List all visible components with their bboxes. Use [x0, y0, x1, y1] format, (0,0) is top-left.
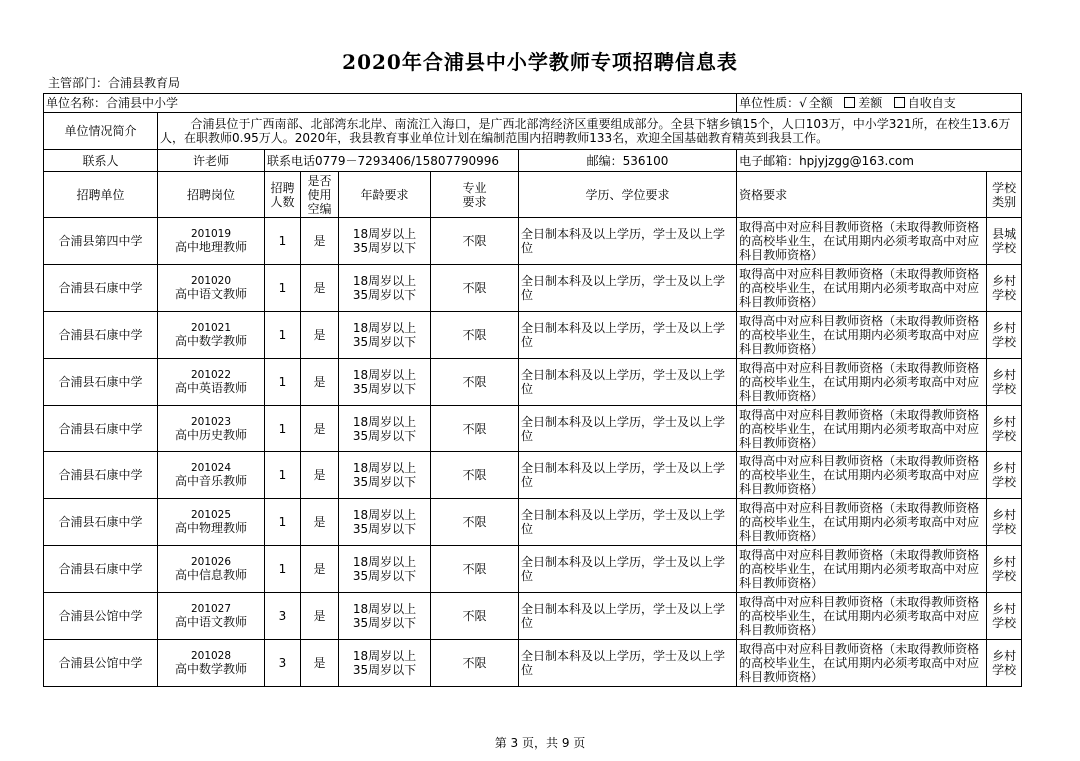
contact-row: [44, 150, 1022, 172]
row-count: 1: [265, 499, 301, 546]
row-post-code: 201026: [190, 556, 232, 569]
row-count: 1: [265, 264, 301, 311]
row-age-min: 18周岁以上: [352, 367, 417, 382]
row-edu: 全日制本科及以上学历，学士及以上学位: [519, 358, 737, 405]
row-age: [339, 218, 431, 265]
row-quota: 是: [301, 593, 339, 640]
checkbox-icon: [894, 97, 905, 108]
unit-nature: [737, 94, 1022, 113]
row-quota: 是: [301, 452, 339, 499]
row-age-min: 18周岁以上: [352, 602, 417, 617]
unit-nature-opt3: 自收自支: [907, 96, 956, 110]
row-post-code: 201025: [190, 509, 232, 522]
row-age-max: 35周岁以下: [352, 428, 417, 443]
row-edu: 全日制本科及以上学历，学士及以上学位: [519, 499, 737, 546]
row-unit: 合浦县石康中学: [44, 405, 158, 452]
row-qual: 取得高中对应科目教师资格（未取得教师资格的高校毕业生，在试用期内必须考取高中对应科目教师资格）: [737, 640, 987, 687]
row-age-min: 18周岁以上: [352, 226, 417, 241]
row-major: 不限: [431, 546, 519, 593]
table-row: [44, 358, 1022, 405]
row-qual: 取得高中对应科目教师资格（未取得教师资格的高校毕业生，在试用期内必须考取高中对应科目教师资格）: [737, 405, 987, 452]
row-school-type: 乡村学校: [987, 311, 1022, 358]
row-post-title: 高中地理教师: [174, 239, 247, 254]
row-count: 1: [265, 452, 301, 499]
intro-text-content: 合浦县位于广西南部、北部湾东北岸、南流江入海口，是广西北部湾经济区重要组成部分。全县下辖乡镇15个，人口103万，中小学321所，在校生13.6万人，在职教师0.95万人。2020年，我县教育事业单位计划在编制范围内招聘教师133名，欢迎全国基础教育精英到我县工作。: [160, 117, 1011, 145]
row-major: 不限: [431, 499, 519, 546]
table-row: [44, 218, 1022, 265]
row-post: [158, 546, 265, 593]
row-age: [339, 452, 431, 499]
department-line: 主管部门：合浦县教育局: [48, 76, 181, 90]
row-age-min: 18周岁以上: [352, 555, 417, 570]
row-unit: 合浦县石康中学: [44, 499, 158, 546]
row-count: 1: [265, 218, 301, 265]
unit-name: 单位名称：合浦县中小学: [44, 94, 737, 113]
contact-email: 电子邮箱：hpjyjzgg@163.com: [737, 150, 1022, 172]
header-quota: 是否使用空编: [301, 172, 339, 218]
row-school-type: 乡村学校: [987, 499, 1022, 546]
row-quota: 是: [301, 546, 339, 593]
row-post-code: 201020: [190, 274, 232, 287]
row-unit: 合浦县第四中学: [44, 218, 158, 265]
row-school-type: 乡村学校: [987, 358, 1022, 405]
row-post: [158, 311, 265, 358]
row-major: 不限: [431, 358, 519, 405]
header-major: 专业要求: [431, 172, 519, 218]
row-post: [158, 640, 265, 687]
row-qual: 取得高中对应科目教师资格（未取得教师资格的高校毕业生，在试用期内必须考取高中对应科目教师资格）: [737, 546, 987, 593]
row-age-max: 35周岁以下: [352, 569, 417, 584]
table-row: [44, 264, 1022, 311]
page-title: 2020年合浦县中小学教师专项招聘信息表: [342, 50, 738, 74]
row-post-title: 高中音乐教师: [174, 474, 247, 489]
intro-row: [44, 113, 1022, 150]
row-unit: 合浦县公馆中学: [44, 640, 158, 687]
row-edu: 全日制本科及以上学历，学士及以上学位: [519, 218, 737, 265]
table-row: [44, 452, 1022, 499]
row-age: [339, 264, 431, 311]
row-count: 1: [265, 405, 301, 452]
row-qual: 取得高中对应科目教师资格（未取得教师资格的高校毕业生，在试用期内必须考取高中对应科目教师资格）: [737, 452, 987, 499]
header-school-type: 学校类别: [987, 172, 1022, 218]
row-age-max: 35周岁以下: [352, 287, 417, 302]
row-qual: 取得高中对应科目教师资格（未取得教师资格的高校毕业生，在试用期内必须考取高中对应科目教师资格）: [737, 311, 987, 358]
row-unit: 合浦县石康中学: [44, 311, 158, 358]
row-count: 1: [265, 311, 301, 358]
contact-postcode: 邮编：536100: [519, 150, 737, 172]
contact-label: 联系人: [44, 150, 158, 172]
row-post-title: 高中数学教师: [174, 661, 247, 676]
row-quota: 是: [301, 405, 339, 452]
row-edu: 全日制本科及以上学历，学士及以上学位: [519, 546, 737, 593]
row-edu: 全日制本科及以上学历，学士及以上学位: [519, 452, 737, 499]
row-school-type: 乡村学校: [987, 593, 1022, 640]
row-post-code: 201021: [190, 321, 232, 334]
row-post-code: 201019: [190, 227, 232, 240]
row-major: 不限: [431, 218, 519, 265]
unit-name-row: [44, 94, 1022, 113]
row-post-code: 201022: [190, 368, 232, 381]
recruitment-table: [43, 93, 1022, 687]
row-post: [158, 593, 265, 640]
row-post-title: 高中历史教师: [174, 427, 247, 442]
row-age: [339, 311, 431, 358]
checkbox-icon: [844, 97, 855, 108]
row-age-max: 35周岁以下: [352, 334, 417, 349]
row-count: 1: [265, 546, 301, 593]
row-quota: 是: [301, 358, 339, 405]
row-major: 不限: [431, 264, 519, 311]
row-school-type: 县城学校: [987, 218, 1022, 265]
row-major: 不限: [431, 311, 519, 358]
row-age-max: 35周岁以下: [352, 475, 417, 490]
row-post-title: 高中信息教师: [174, 568, 247, 583]
header-qual: 资格要求: [737, 172, 987, 218]
row-age-max: 35周岁以下: [352, 381, 417, 396]
row-quota: 是: [301, 640, 339, 687]
row-unit: 合浦县石康中学: [44, 452, 158, 499]
check-mark-icon: √: [799, 96, 807, 110]
row-quota: 是: [301, 264, 339, 311]
header-count: 招聘人数: [265, 172, 301, 218]
row-post-title: 高中英语教师: [174, 380, 247, 395]
row-qual: 取得高中对应科目教师资格（未取得教师资格的高校毕业生，在试用期内必须考取高中对应科目教师资格）: [737, 218, 987, 265]
row-age-min: 18周岁以上: [352, 414, 417, 429]
row-count: 3: [265, 640, 301, 687]
row-post-code: 201027: [190, 603, 232, 616]
row-age-max: 35周岁以下: [352, 522, 417, 537]
row-post: [158, 405, 265, 452]
header-edu: 学历、学位要求: [519, 172, 737, 218]
row-school-type: 乡村学校: [987, 640, 1022, 687]
page-footer: 第 3 页，共 9 页: [494, 736, 586, 750]
row-age-min: 18周岁以上: [352, 508, 417, 523]
row-age-min: 18周岁以上: [352, 273, 417, 288]
unit-nature-opt1: 全额: [808, 96, 833, 110]
row-count: 3: [265, 593, 301, 640]
contact-phone: 联系电话0779－7293406/15807790996: [265, 150, 519, 172]
unit-nature-opt2: 差额: [858, 96, 883, 110]
row-qual: 取得高中对应科目教师资格（未取得教师资格的高校毕业生，在试用期内必须考取高中对应科目教师资格）: [737, 593, 987, 640]
contact-name: 许老师: [158, 150, 265, 172]
row-age: [339, 405, 431, 452]
row-edu: 全日制本科及以上学历，学士及以上学位: [519, 264, 737, 311]
row-post-code: 201023: [190, 415, 232, 428]
row-school-type: 乡村学校: [987, 405, 1022, 452]
row-post-title: 高中语文教师: [174, 286, 247, 301]
row-post-title: 高中物理教师: [174, 521, 247, 536]
row-major: 不限: [431, 640, 519, 687]
row-quota: 是: [301, 499, 339, 546]
row-school-type: 乡村学校: [987, 264, 1022, 311]
row-edu: 全日制本科及以上学历，学士及以上学位: [519, 640, 737, 687]
row-edu: 全日制本科及以上学历，学士及以上学位: [519, 593, 737, 640]
row-edu: 全日制本科及以上学历，学士及以上学位: [519, 405, 737, 452]
row-qual: 取得高中对应科目教师资格（未取得教师资格的高校毕业生，在试用期内必须考取高中对应科目教师资格）: [737, 264, 987, 311]
row-major: 不限: [431, 405, 519, 452]
row-school-type: 乡村学校: [987, 546, 1022, 593]
row-post: [158, 499, 265, 546]
row-age-max: 35周岁以下: [352, 662, 417, 677]
row-unit: 合浦县石康中学: [44, 546, 158, 593]
header-row: [44, 172, 1022, 218]
row-age-max: 35周岁以下: [352, 616, 417, 631]
row-count: 1: [265, 358, 301, 405]
row-age: [339, 499, 431, 546]
row-post-title: 高中数学教师: [174, 333, 247, 348]
row-post-code: 201024: [190, 462, 232, 475]
table-row: [44, 546, 1022, 593]
row-age: [339, 593, 431, 640]
row-major: 不限: [431, 452, 519, 499]
row-quota: 是: [301, 311, 339, 358]
intro-text: [158, 113, 1022, 150]
table-row: [44, 311, 1022, 358]
row-age: [339, 358, 431, 405]
row-unit: 合浦县石康中学: [44, 358, 158, 405]
table-row: [44, 405, 1022, 452]
row-post: [158, 218, 265, 265]
row-post-title: 高中语文教师: [174, 615, 247, 630]
intro-label: 单位情况简介: [44, 113, 158, 150]
row-age-min: 18周岁以上: [352, 648, 417, 663]
row-post: [158, 358, 265, 405]
table-row: [44, 593, 1022, 640]
row-post: [158, 452, 265, 499]
row-age: [339, 640, 431, 687]
row-age-max: 35周岁以下: [352, 240, 417, 255]
row-unit: 合浦县公馆中学: [44, 593, 158, 640]
row-post: [158, 264, 265, 311]
row-age-min: 18周岁以上: [352, 320, 417, 335]
row-major: 不限: [431, 593, 519, 640]
header-age: 年龄要求: [339, 172, 431, 218]
table-row: [44, 640, 1022, 687]
unit-nature-label: 单位性质：: [739, 96, 800, 110]
row-school-type: 乡村学校: [987, 452, 1022, 499]
row-age-min: 18周岁以上: [352, 461, 417, 476]
row-quota: 是: [301, 218, 339, 265]
row-age: [339, 546, 431, 593]
row-qual: 取得高中对应科目教师资格（未取得教师资格的高校毕业生，在试用期内必须考取高中对应科目教师资格）: [737, 499, 987, 546]
row-qual: 取得高中对应科目教师资格（未取得教师资格的高校毕业生，在试用期内必须考取高中对应科目教师资格）: [737, 358, 987, 405]
row-post-code: 201028: [190, 649, 232, 662]
header-post: 招聘岗位: [158, 172, 265, 218]
row-edu: 全日制本科及以上学历，学士及以上学位: [519, 311, 737, 358]
table-row: [44, 499, 1022, 546]
row-unit: 合浦县石康中学: [44, 264, 158, 311]
header-unit: 招聘单位: [44, 172, 158, 218]
